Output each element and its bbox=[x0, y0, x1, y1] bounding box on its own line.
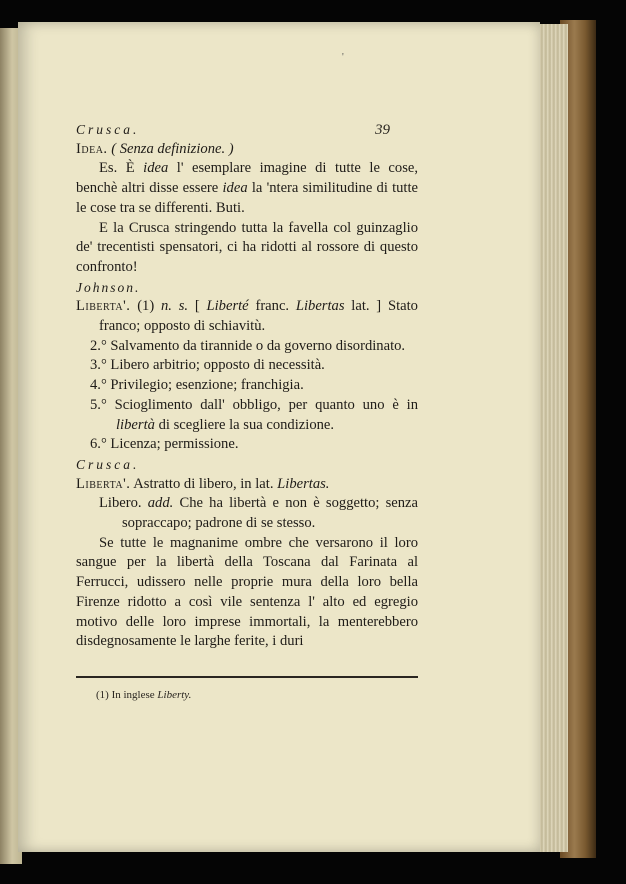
text-run: di scegliere la sua condizione. bbox=[158, 416, 335, 433]
sense-3: 3.° Libero arbitrio; opposto di necessità. bbox=[90, 357, 325, 374]
footnote-ref: (1) bbox=[137, 298, 155, 315]
entry-idea bbox=[76, 140, 418, 160]
text-run: Libero. bbox=[99, 495, 142, 512]
bracket: [ bbox=[194, 298, 200, 315]
entry-term: Idea. bbox=[76, 140, 108, 157]
text-run: Che ha libertà e non è soggetto; senza sopraccapo; padrone di se stesso. bbox=[122, 495, 419, 532]
entry-term: Liberta'. bbox=[76, 475, 131, 492]
text-run: lat. ] bbox=[351, 298, 382, 315]
paragraph-crusca: E la Crusca stringendo tutta la favella col guinzaglio de' trecentisti spensatori, ci ha ridotti al rossore di questo confronto! bbox=[76, 219, 418, 275]
italic-word: Liberté bbox=[206, 298, 249, 315]
grammar-tag: n. s. bbox=[161, 298, 189, 315]
text-run: Stato franco; opposto di schiavitù. bbox=[99, 298, 418, 335]
text-run: la 'ntera similitudine di tutte le cose tra se differenti. Buti. bbox=[76, 180, 419, 216]
footnote-text: In inglese bbox=[111, 689, 155, 701]
page-mark: ' bbox=[342, 52, 344, 63]
heading-johnson: Johnson. bbox=[76, 279, 141, 295]
page-text bbox=[76, 120, 418, 652]
sense-5 bbox=[76, 396, 418, 435]
entry-libero bbox=[76, 494, 418, 533]
text-run: Es. È bbox=[99, 160, 135, 177]
entry-term: Liberta'. bbox=[76, 298, 131, 315]
italic-word: idea bbox=[222, 180, 248, 197]
paragraph-es bbox=[76, 159, 418, 218]
footnote-number: (1) bbox=[96, 689, 109, 701]
page-number: 39 bbox=[375, 122, 390, 138]
text-run: Astratto di libero, in lat. bbox=[133, 475, 274, 492]
heading-crusca-1: Crusca. bbox=[76, 122, 140, 137]
entry-liberta-johnson bbox=[76, 297, 418, 336]
heading-crusca-2: Crusca. bbox=[76, 456, 140, 472]
paragraph-se-tutte: Se tutte le magnanime ombre che versarono il loro sangue per la libertà della Toscana dal Farinata al Ferrucci, udissero nelle proprie mura della loro bella Firenze ridotto a così vile sentenza l' alto ed egregio motivo delle loro imprese immortali, la menterebbero disdegnosamente le larghe ferite, i duri bbox=[76, 534, 418, 650]
sense-6: 6.° Licenza; permissione. bbox=[90, 436, 239, 453]
italic-word: idea bbox=[143, 160, 169, 177]
italic-word: libertà bbox=[116, 416, 155, 433]
text-run: franc. bbox=[255, 298, 290, 315]
footnote-rule bbox=[76, 676, 418, 678]
footnote bbox=[96, 689, 191, 701]
italic-word: Libertas bbox=[295, 298, 345, 315]
text-run: l' esemplare imagine di tutte le cose, benchè altri disse essere bbox=[76, 160, 418, 197]
footnote-word: Liberty. bbox=[157, 689, 192, 701]
sense-2: 2.° Salvamento da tirannide o da governo disordinato. bbox=[90, 337, 406, 354]
sense-4: 4.° Privilegio; esenzione; franchigia. bbox=[90, 377, 304, 394]
entry-note: ( Senza definizione. ) bbox=[111, 140, 234, 157]
grammar-tag: add. bbox=[147, 495, 174, 512]
text-run: 5.° Scioglimento dall' obbligo, per quanto uno è in bbox=[90, 396, 418, 413]
italic-word: Libertas. bbox=[277, 475, 330, 492]
entry-liberta-crusca bbox=[76, 475, 418, 495]
